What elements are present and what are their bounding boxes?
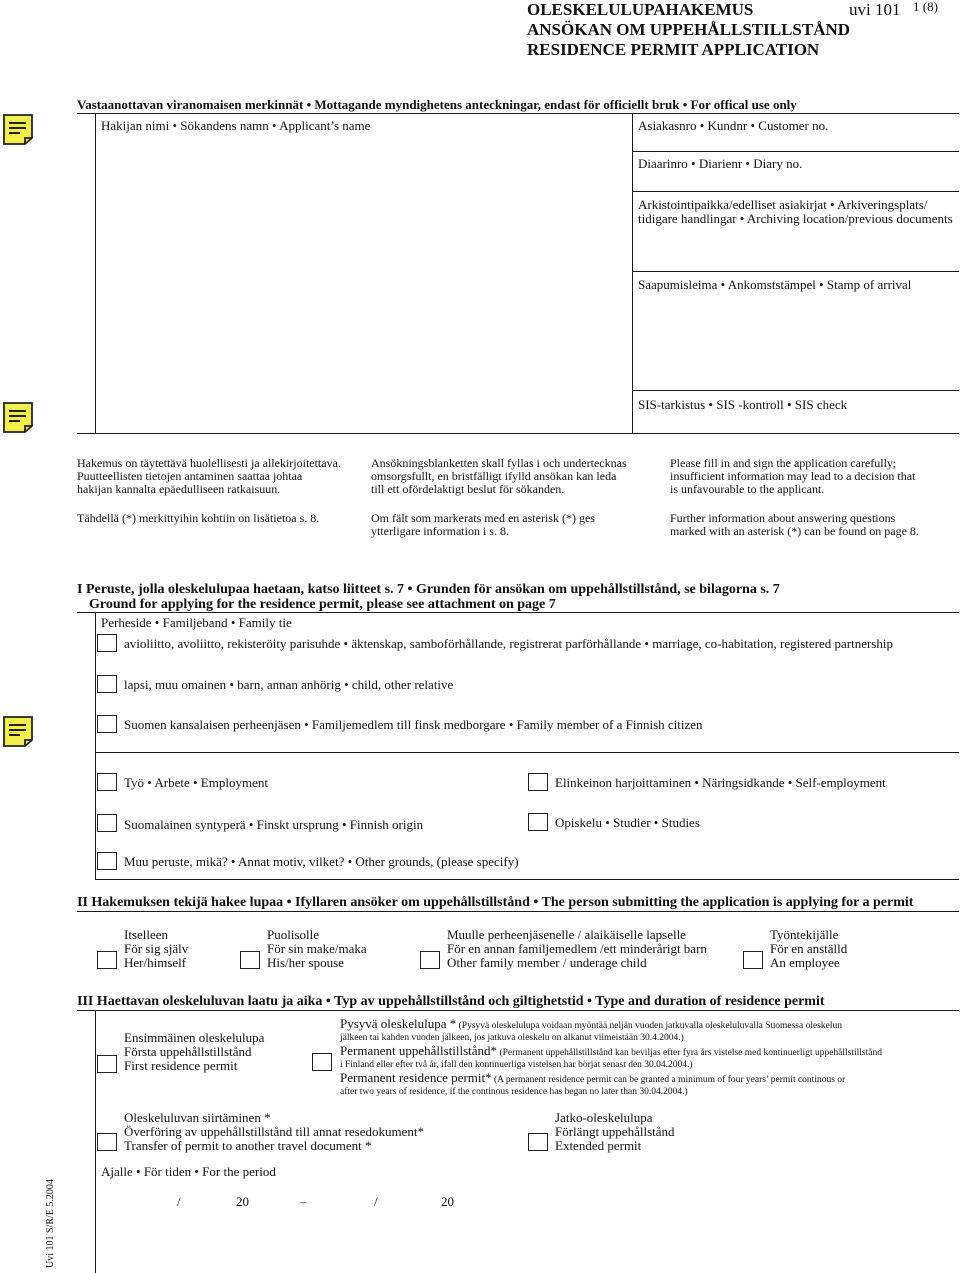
- form-title-fi: OLESKELULUPAHAKEMUS: [527, 0, 754, 19]
- note-icon: [2, 714, 36, 748]
- official-use-heading: Vastaanottavan viranomaisen merkinnät • Mottagande myndighetens anteckningar, endast för officiellt bruk • For offical use only: [77, 97, 797, 112]
- asterisk-note-en: Further information about answering questions marked with an asterisk (*) can be found on page 8.: [670, 511, 919, 538]
- form-id: Uvi 101 S/R/E 5.2004: [45, 1179, 56, 1268]
- note-icon: [2, 112, 36, 146]
- employment-label: Työ • Arbete • Employment: [124, 775, 268, 790]
- extended-permit-checkbox[interactable]: [528, 1133, 548, 1151]
- form-title-en: RESIDENCE PERMIT APPLICATION: [527, 40, 820, 59]
- permanent-permit-title-sv: Permanent uppehållstillstånd*: [340, 1043, 498, 1058]
- date-year-prefix: 20: [236, 1194, 249, 1209]
- asterisk-note-fi: Tähdellä (*) merkittyihin kohtiin on lisätietoa s. 8.: [77, 511, 320, 525]
- section2-title: II Hakemuksen tekijä hakee lupaa • Ifyllaren ansöker om uppehållstillstånd • The person submitting the application is applying for a permit: [77, 895, 914, 910]
- studies-label: Opiskelu • Studier • Studies: [555, 815, 700, 830]
- permanent-permit-checkbox[interactable]: [312, 1053, 332, 1071]
- family-tie-label: Perheside • Familjeband • Family tie: [101, 615, 292, 630]
- note-icon: [2, 400, 36, 434]
- child-relative-checkbox[interactable]: [97, 675, 117, 693]
- finnish-family-checkbox[interactable]: [97, 715, 117, 733]
- permanent-permit-title-en: Permanent residence permit*: [340, 1070, 492, 1085]
- permit-for-employee-label: Työntekijälle För en anställd An employee: [770, 927, 848, 970]
- sis-check-field[interactable]: SIS-tarkistus • SIS -kontroll • SIS check: [638, 397, 848, 412]
- permanent-permit-text-en: (A permanent residence permit can be granted a minimum of four years’ permit continous or: [491, 1075, 846, 1085]
- child-relative-label: lapsi, muu omainen • barn, annan anhörig • child, other relative: [124, 677, 454, 692]
- other-grounds-label: Muu peruste, mikä? • Annat motiv, vilket? • Other grounds, (please specify): [124, 854, 519, 869]
- studies-checkbox[interactable]: [528, 813, 548, 831]
- page-number: 1 (8): [913, 0, 938, 14]
- extended-permit-label: Jatko-oleskelulupa Förlängt uppehållstånd Extended permit: [555, 1110, 675, 1153]
- permit-for-other-family-label: Muulle perheenjäsenelle / alaikäiselle lapselle För en annan familjemedlem /ett minderårigt barn Other family member / underage child: [447, 927, 707, 970]
- self-employment-checkbox[interactable]: [528, 773, 548, 791]
- customer-no-field[interactable]: Asiakasnro • Kundnr • Customer no.: [638, 118, 829, 133]
- permanent-permit-title-fi: Pysyvä oleskelulupa *: [340, 1016, 457, 1031]
- finnish-origin-checkbox[interactable]: [97, 814, 117, 832]
- first-permit-label: Ensimmäinen oleskelulupa Första uppehållstillstånd First residence permit: [124, 1030, 265, 1073]
- form-code: uvi 101: [849, 0, 901, 19]
- first-permit-checkbox[interactable]: [97, 1055, 117, 1073]
- transfer-permit-checkbox[interactable]: [97, 1133, 117, 1151]
- permit-for-employee-checkbox[interactable]: [743, 951, 763, 969]
- finnish-family-label: Suomen kansalaisen perheenjäsen • Familjemedlem till finsk medborgare • Family member of a Finnish citizen: [124, 717, 703, 732]
- permanent-permit-text-sv: (Permanent uppehållstillstånd kan beviljas efter fyra års vistelse med kontinuerligt uppehållstillstånd: [497, 1048, 882, 1058]
- permanent-permit-text-fi: (Pysyvä oleskelulupa voidaan myöntää neljän vuoden jatkuvalla oleskeluluvalla Suomessa oleskelun: [456, 1021, 842, 1031]
- permit-for-other-family-checkbox[interactable]: [420, 951, 440, 969]
- spouse-checkbox[interactable]: [97, 634, 117, 652]
- instructions-fi: Hakemus on täytettävä huolellisesti ja allekirjoitettava. Puutteellisten tietojen antaminen saattaa johtaa hakijan kannalta epäedulliseen ratkaisuun.: [77, 456, 341, 496]
- arrival-stamp-field[interactable]: Saapumisleima • Ankomststämpel • Stamp of arrival: [638, 277, 912, 292]
- date-slash: /: [177, 1194, 181, 1209]
- other-grounds-checkbox[interactable]: [97, 852, 117, 870]
- employment-checkbox[interactable]: [97, 773, 117, 791]
- permit-for-spouse-checkbox[interactable]: [240, 951, 260, 969]
- spouse-label: avioliitto, avoliitto, rekisteröity parisuhde • äktenskap, samboförhållande, registrerat parförhållande • marriage, co-habitation, registered partnership: [124, 636, 893, 651]
- permit-for-self-checkbox[interactable]: [97, 951, 117, 969]
- self-employment-label: Elinkeinon harjoittaminen • Näringsidkande • Self-employment: [555, 775, 886, 790]
- period-date-fields[interactable]: [100, 1190, 480, 1212]
- section1-title: I Peruste, jolla oleskelulupaa haetaan, katso liitteet s. 7 • Grunden för ansökan om uppehållstillstånd, se bilagorna s. 7: [77, 582, 780, 597]
- date-slash: /: [374, 1194, 378, 1209]
- permit-for-self-label: Itselleen För sig själv Her/himself: [124, 927, 189, 970]
- transfer-permit-label: Oleskeluluvan siirtäminen * Överföring av uppehållstillstånd till annat resedokument* Transfer of permit to another travel document *: [124, 1110, 425, 1153]
- instructions-en: Please fill in and sign the application carefully; insufficient information may lead to a decision that is unfavourable to the applicant.: [670, 456, 916, 496]
- permanent-permit-text-sv-2: i Finland eller efter två år, ifall den kontinuerliga vistelsen har börjat senast den 30.04.2004.): [340, 1060, 693, 1070]
- section3-title: III Haettavan oleskeluluvan laatu ja aika • Typ av uppehållstillstånd och giltighetstid • Type and duration of residence permit: [77, 994, 825, 1009]
- archiving-field-line1[interactable]: Arkistointipaikka/edelliset asiakirjat • Arkiveringsplats/: [638, 197, 928, 212]
- permanent-permit-text-en-2: after two years of residence, if the continous residence has began no later than 30.04.2004.): [340, 1087, 688, 1097]
- asterisk-note-sv: Om fält som markerats med en asterisk (*) ges ytterligare information i s. 8.: [371, 511, 595, 538]
- date-year-prefix: 20: [441, 1194, 454, 1209]
- diary-no-field[interactable]: Diaarinro • Diarienr • Diary no.: [638, 156, 803, 171]
- form-title-sv: ANSÖKAN OM UPPEHÅLLSTILLSTÅND: [527, 20, 851, 39]
- instructions-sv: Ansökningsblanketten skall fyllas i och undertecknas omsorgsfullt, en bristfälligt ifylld ansökan kan leda till ett ofördelaktigt beslut för sökanden.: [371, 456, 627, 496]
- period-label: Ajalle • För tiden • For the period: [101, 1164, 276, 1179]
- permanent-permit-label: [340, 1017, 958, 1098]
- applicant-name-field[interactable]: Hakijan nimi • Sökandens namn • Applicant’s name: [101, 118, 371, 133]
- finnish-origin-label: Suomalainen syntyperä • Finskt ursprung • Finnish origin: [124, 817, 424, 832]
- permit-for-spouse-label: Puolisolle För sin make/maka His/her spouse: [267, 927, 367, 970]
- permanent-permit-text-fi-2: jälkeen tai kahden vuoden jälkeen, jos jatkuva oleskelu on alkanut viimeistään 30.4.2004.): [340, 1033, 684, 1043]
- section1-subtitle: Ground for applying for the residence permit, please see attachment on page 7: [89, 597, 556, 612]
- date-range-dash: –: [300, 1194, 307, 1209]
- archiving-field-line2: tidigare handlingar • Archiving location/previous documents: [638, 211, 953, 226]
